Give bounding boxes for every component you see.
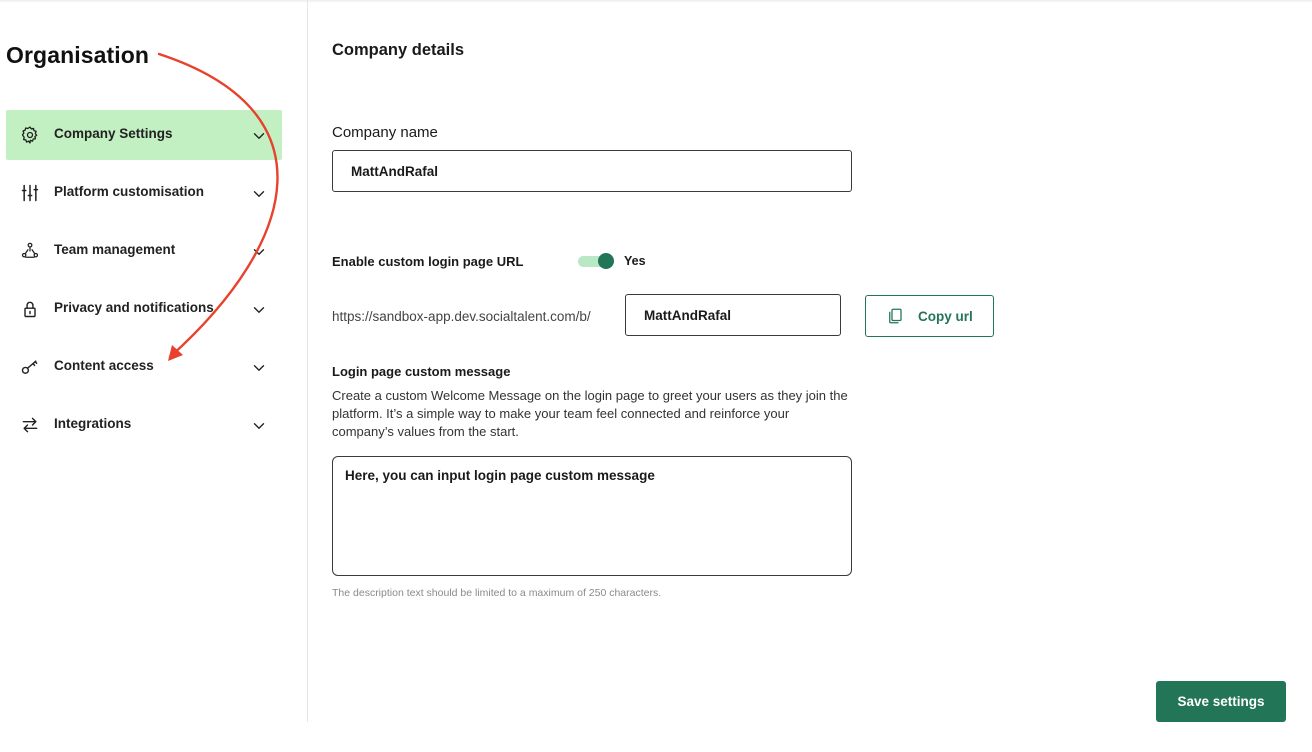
- sidebar-item-label: Platform customisation: [54, 184, 205, 199]
- company-name-label: Company name: [332, 124, 438, 141]
- sidebar-item-team-management[interactable]: [6, 226, 282, 276]
- sidebar-item-label: Content access: [54, 358, 154, 373]
- sidebar-item-integrations[interactable]: [6, 400, 282, 450]
- sidebar-item-label: Integrations: [54, 416, 132, 431]
- sidebar-item-label: Company Settings: [54, 126, 173, 141]
- key-icon: [20, 357, 40, 377]
- custom-message-textarea[interactable]: [332, 456, 852, 576]
- save-settings-button[interactable]: Save settings: [1156, 681, 1286, 722]
- custom-message-title: Login page custom message: [332, 364, 511, 379]
- sidebar-item-label: Team management: [54, 242, 176, 257]
- character-limit-hint: The description text should be limited to a maximum of 250 characters.: [332, 587, 662, 599]
- sidebar: [0, 0, 308, 722]
- company-name-input[interactable]: [332, 150, 852, 192]
- copy-icon: [886, 307, 904, 325]
- custom-login-state: Yes: [624, 254, 646, 268]
- chevron-down-icon[interactable]: [250, 417, 268, 435]
- swap-arrows-icon: [20, 415, 40, 435]
- custom-login-toggle[interactable]: [578, 254, 616, 268]
- custom-message-description: Create a custom Welcome Message on the login page to greet your users as they join the platform. It’s a simple way to make your team feel connected and reinforce your company’s values from the start.: [332, 388, 848, 439]
- login-url-prefix: https://sandbox-app.dev.socialtalent.com/b/: [332, 309, 591, 324]
- chevron-down-icon[interactable]: [250, 243, 268, 261]
- login-url-slug-input[interactable]: [625, 294, 841, 336]
- chevron-down-icon[interactable]: [250, 185, 268, 203]
- sidebar-item-label: Privacy and notifications: [54, 300, 214, 315]
- sliders-icon: [20, 183, 40, 203]
- team-icon: [20, 241, 40, 261]
- sidebar-item-company-settings[interactable]: [6, 110, 282, 160]
- copy-url-label: Copy url: [918, 309, 973, 324]
- sidebar-item-privacy-notifications[interactable]: [6, 284, 282, 334]
- sidebar-item-content-access[interactable]: [6, 342, 282, 392]
- lock-icon: [20, 299, 40, 319]
- sidebar-title: Organisation: [6, 42, 150, 68]
- chevron-down-icon[interactable]: [250, 359, 268, 377]
- copy-url-button[interactable]: [865, 295, 994, 337]
- chevron-down-icon[interactable]: [250, 301, 268, 319]
- sidebar-item-platform-customisation[interactable]: [6, 168, 282, 218]
- toggle-knob: [598, 253, 614, 269]
- page-title: Company details: [332, 41, 465, 59]
- sidebar-nav: [6, 110, 282, 458]
- gear-icon: [20, 125, 40, 145]
- custom-login-label: Enable custom login page URL: [332, 254, 524, 269]
- chevron-down-icon[interactable]: [250, 127, 268, 145]
